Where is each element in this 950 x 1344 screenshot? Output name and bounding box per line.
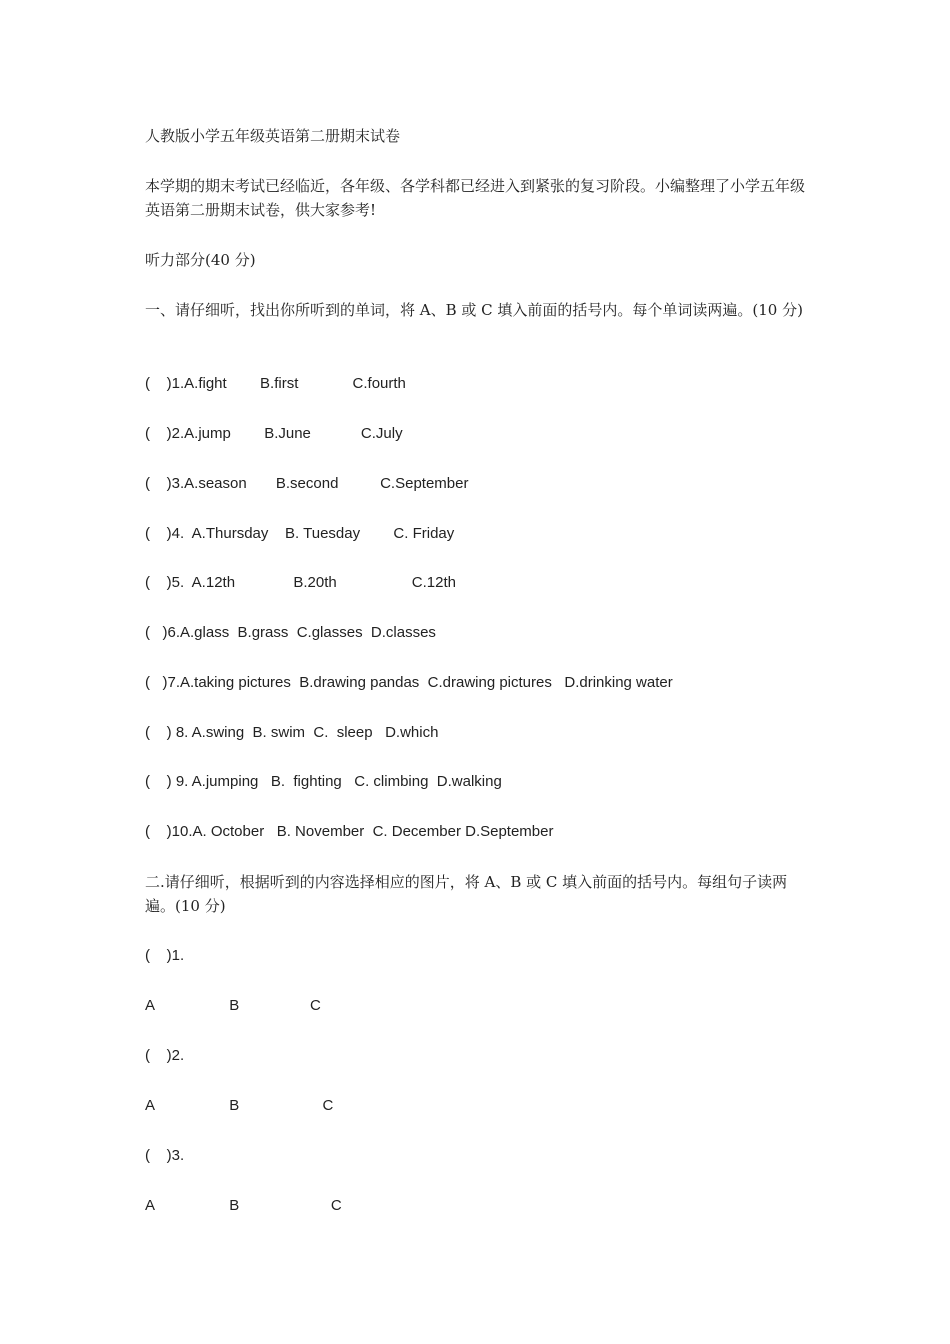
picture-options-2: A B C [145,1097,334,1114]
question-5: ( )5. A.12th B.20th C.12th [145,574,456,591]
question-1: ( )1.A.fight B.first C.fourth [145,375,406,392]
picture-options-3: A B C [145,1197,342,1214]
document-title: 人教版小学五年级英语第二册期末试卷 [145,127,401,145]
picture-options-1: A B C [145,997,321,1014]
picture-question-3: ( )3. [145,1147,185,1164]
question-2: ( )2.A.jump B.June C.July [145,425,403,442]
picture-question-2: ( )2. [145,1047,185,1064]
question-6: ( )6.A.glass B.grass C.glasses D.classes [145,624,436,641]
picture-question-1: ( )1. [145,947,185,964]
question-7: ( )7.A.taking pictures B.drawing pandas C.drawing pictures D.drinking water [145,674,673,691]
question-9: ( ) 9. A.jumping B. fighting C. climbing D.walking [145,773,502,790]
listening-header: 听力部分(40 分) [145,251,256,269]
question-8: ( ) 8. A.swing B. swim C. sleep D.which [145,724,439,741]
question-4: ( )4. A.Thursday B. Tuesday C. Friday [145,525,455,542]
section2-instruction: 二.请仔细听，根据听到的内容选择相应的图片，将 A、B 或 C 填入前面的括号内。每组句子读两遍。(10 分) [145,873,788,915]
question-3: ( )3.A.season B.second C.September [145,475,469,492]
intro-paragraph: 本学期的期末考试已经临近，各年级、各学科都已经进入到紧张的复习阶段。小编整理了小学五年级英语第二册期末试卷，供大家参考! [145,177,806,219]
question-10: ( )10.A. October B. November C. December D.September [145,823,554,840]
section1-instruction: 一、请仔细听，找出你所听到的单词，将 A、B 或 C 填入前面的括号内。每个单词读两遍。(10 分) [145,301,803,319]
